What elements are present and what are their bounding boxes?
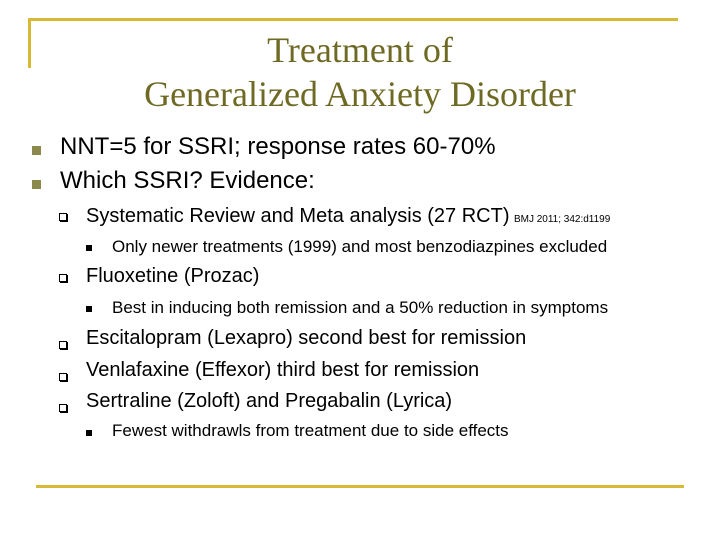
title-line-2: Generalized Anxiety Disorder <box>144 74 576 114</box>
small-square-bullet-icon <box>86 306 92 312</box>
sertraline-note: Fewest withdrawls from treatment due to side effects <box>112 421 509 440</box>
hollow-square-bullet-icon <box>59 274 67 282</box>
bullet-which-ssri: Which SSRI? Evidence: <box>60 167 315 194</box>
square-bullet-icon <box>32 146 41 155</box>
sub-bullet-venlafaxine: Venlafaxine (Effexor) third best for remission <box>86 359 480 381</box>
sub-bullet-fluoxetine: Fluoxetine (Prozac) <box>86 265 260 287</box>
top-border-line <box>28 18 678 21</box>
small-square-bullet-icon <box>86 430 92 436</box>
hollow-square-bullet-icon <box>59 213 67 221</box>
sub-bullet-review <box>86 205 610 228</box>
fluoxetine-note: Best in inducing both remission and a 50% reduction in symptoms <box>112 298 609 317</box>
square-bullet-icon <box>32 180 41 189</box>
review-note: Only newer treatments (1999) and most benzodiazpines excluded <box>112 237 608 256</box>
title-line-1: Treatment of <box>267 30 453 70</box>
small-square-bullet-icon <box>86 245 92 251</box>
bullet-nnt: NNT=5 for SSRI; response rates 60-70% <box>60 133 496 160</box>
bottom-rule-line <box>36 485 684 488</box>
review-text: Systematic Review and Meta analysis (27 RCT) <box>86 205 510 227</box>
hollow-square-bullet-icon <box>59 373 67 381</box>
slide-title <box>0 28 720 116</box>
hollow-square-bullet-icon <box>59 341 67 349</box>
sub-bullet-escitalopram: Escitalopram (Lexapro) second best for remission <box>86 327 527 349</box>
review-citation: BMJ 2011; 342:d1199 <box>513 214 611 225</box>
hollow-square-bullet-icon <box>59 404 67 412</box>
sub-bullet-sertraline: Sertraline (Zoloft) and Pregabalin (Lyrica) <box>86 390 453 412</box>
